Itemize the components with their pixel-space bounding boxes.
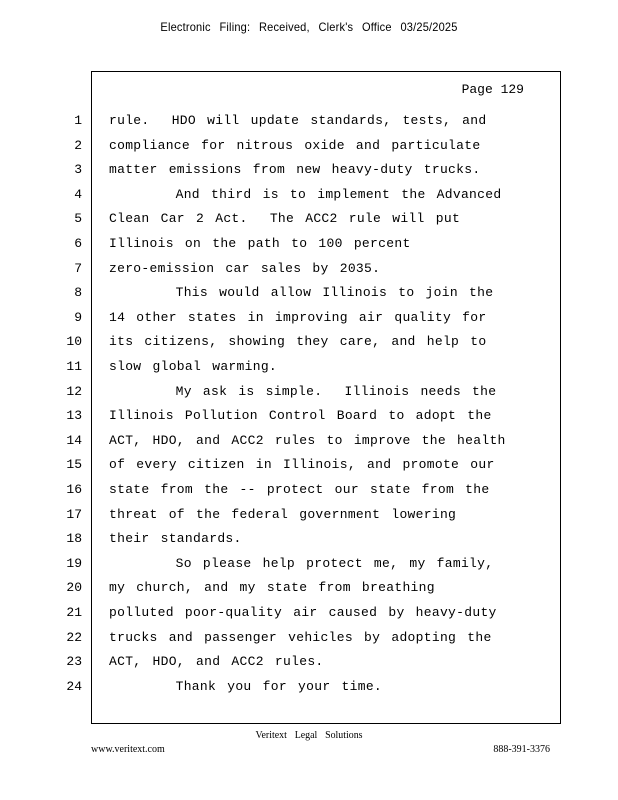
line-text: Illinois Pollution Control Board to adopt the bbox=[109, 408, 492, 424]
transcript-line bbox=[0, 679, 618, 699]
transcript-line bbox=[0, 433, 618, 453]
line-number: 2 bbox=[74, 137, 82, 153]
transcript-line bbox=[0, 261, 618, 281]
transcript-line bbox=[0, 359, 618, 379]
line-number: 20 bbox=[66, 580, 82, 596]
transcript-line bbox=[0, 285, 618, 305]
transcript-line bbox=[0, 605, 618, 625]
transcript-line bbox=[0, 531, 618, 551]
line-number: 6 bbox=[74, 236, 82, 251]
line-number: 14 bbox=[66, 432, 82, 448]
line-text: ACT, HDO, and ACC2 rules. bbox=[109, 654, 324, 670]
transcript-line bbox=[0, 507, 618, 527]
line-text: polluted poor-quality air caused by heavy-duty bbox=[109, 605, 497, 620]
line-text: This would allow Illinois to join the bbox=[109, 285, 494, 301]
line-text: zero-emission car sales by 2035. bbox=[109, 260, 381, 276]
line-text: Clean Car 2 Act. The ACC2 rule will put bbox=[109, 211, 461, 227]
line-text: of every citizen in Illinois, and promote our bbox=[109, 457, 495, 473]
line-text: 14 other states in improving air quality for bbox=[109, 309, 487, 325]
transcript-line bbox=[0, 654, 618, 674]
line-text: state from the -- protect our state from the bbox=[109, 482, 490, 497]
transcript-line bbox=[0, 162, 618, 182]
transcript-line bbox=[0, 408, 618, 428]
line-text: slow global warming. bbox=[109, 359, 278, 374]
transcript-line bbox=[0, 113, 618, 133]
line-number: 8 bbox=[74, 285, 82, 301]
line-number: 9 bbox=[74, 309, 82, 325]
line-number: 18 bbox=[66, 531, 82, 547]
line-text: compliance for nitrous oxide and particulate bbox=[109, 137, 481, 153]
line-number: 22 bbox=[66, 629, 82, 645]
transcript-line bbox=[0, 334, 618, 354]
line-number: 17 bbox=[66, 506, 82, 522]
line-number: 24 bbox=[66, 678, 82, 694]
line-text: matter emissions from new heavy-duty trucks. bbox=[109, 162, 481, 178]
line-text: So please help protect me, my family, bbox=[109, 555, 494, 571]
line-number: 11 bbox=[66, 359, 82, 374]
transcript-line bbox=[0, 187, 618, 207]
transcript-line bbox=[0, 138, 618, 158]
line-text: Thank you for your time. bbox=[109, 678, 383, 694]
line-text: their standards. bbox=[109, 531, 242, 547]
transcript-line bbox=[0, 580, 618, 600]
footer-company: Veritext Legal Solutions bbox=[255, 729, 363, 741]
line-number: 4 bbox=[74, 186, 82, 202]
line-number: 7 bbox=[74, 260, 82, 276]
line-text: trucks and passenger vehicles by adopting the bbox=[109, 629, 492, 645]
line-number: 12 bbox=[66, 383, 82, 399]
transcript-line bbox=[0, 556, 618, 576]
line-number: 16 bbox=[66, 482, 82, 497]
transcript-line bbox=[0, 482, 618, 502]
line-text: My ask is simple. Illinois needs the bbox=[109, 383, 497, 399]
transcript-line bbox=[0, 384, 618, 404]
line-number: 21 bbox=[66, 605, 82, 620]
line-number: 5 bbox=[74, 211, 82, 227]
transcript-line bbox=[0, 310, 618, 330]
line-number: 13 bbox=[66, 408, 82, 424]
line-text: And third is to implement the Advanced bbox=[109, 186, 502, 202]
line-number: 19 bbox=[66, 555, 82, 571]
line-text: my church, and my state from breathing bbox=[109, 580, 435, 596]
line-number: 23 bbox=[66, 654, 82, 670]
page-number: Page 129 bbox=[461, 82, 524, 97]
line-number: 3 bbox=[74, 162, 82, 178]
line-text: ACT, HDO, and ACC2 rules to improve the health bbox=[109, 432, 506, 448]
footer-website: www.veritext.com bbox=[91, 744, 165, 755]
transcript-line bbox=[0, 457, 618, 477]
footer-phone: 888-391-3376 bbox=[493, 744, 550, 755]
line-text: Illinois on the path to 100 percent bbox=[109, 236, 411, 251]
line-number: 10 bbox=[66, 334, 82, 350]
line-text: rule. HDO will update standards, tests, and bbox=[109, 113, 487, 128]
line-number: 15 bbox=[66, 457, 82, 473]
line-text: threat of the federal government lowering bbox=[109, 506, 457, 522]
transcript-line bbox=[0, 630, 618, 650]
transcript-line bbox=[0, 236, 618, 256]
transcript-line bbox=[0, 211, 618, 231]
line-number: 1 bbox=[74, 113, 82, 128]
filing-header: Electronic Filing: Received, Clerk's Office 03/25/2025 bbox=[160, 20, 458, 34]
line-text: its citizens, showing they care, and help to bbox=[109, 334, 487, 350]
